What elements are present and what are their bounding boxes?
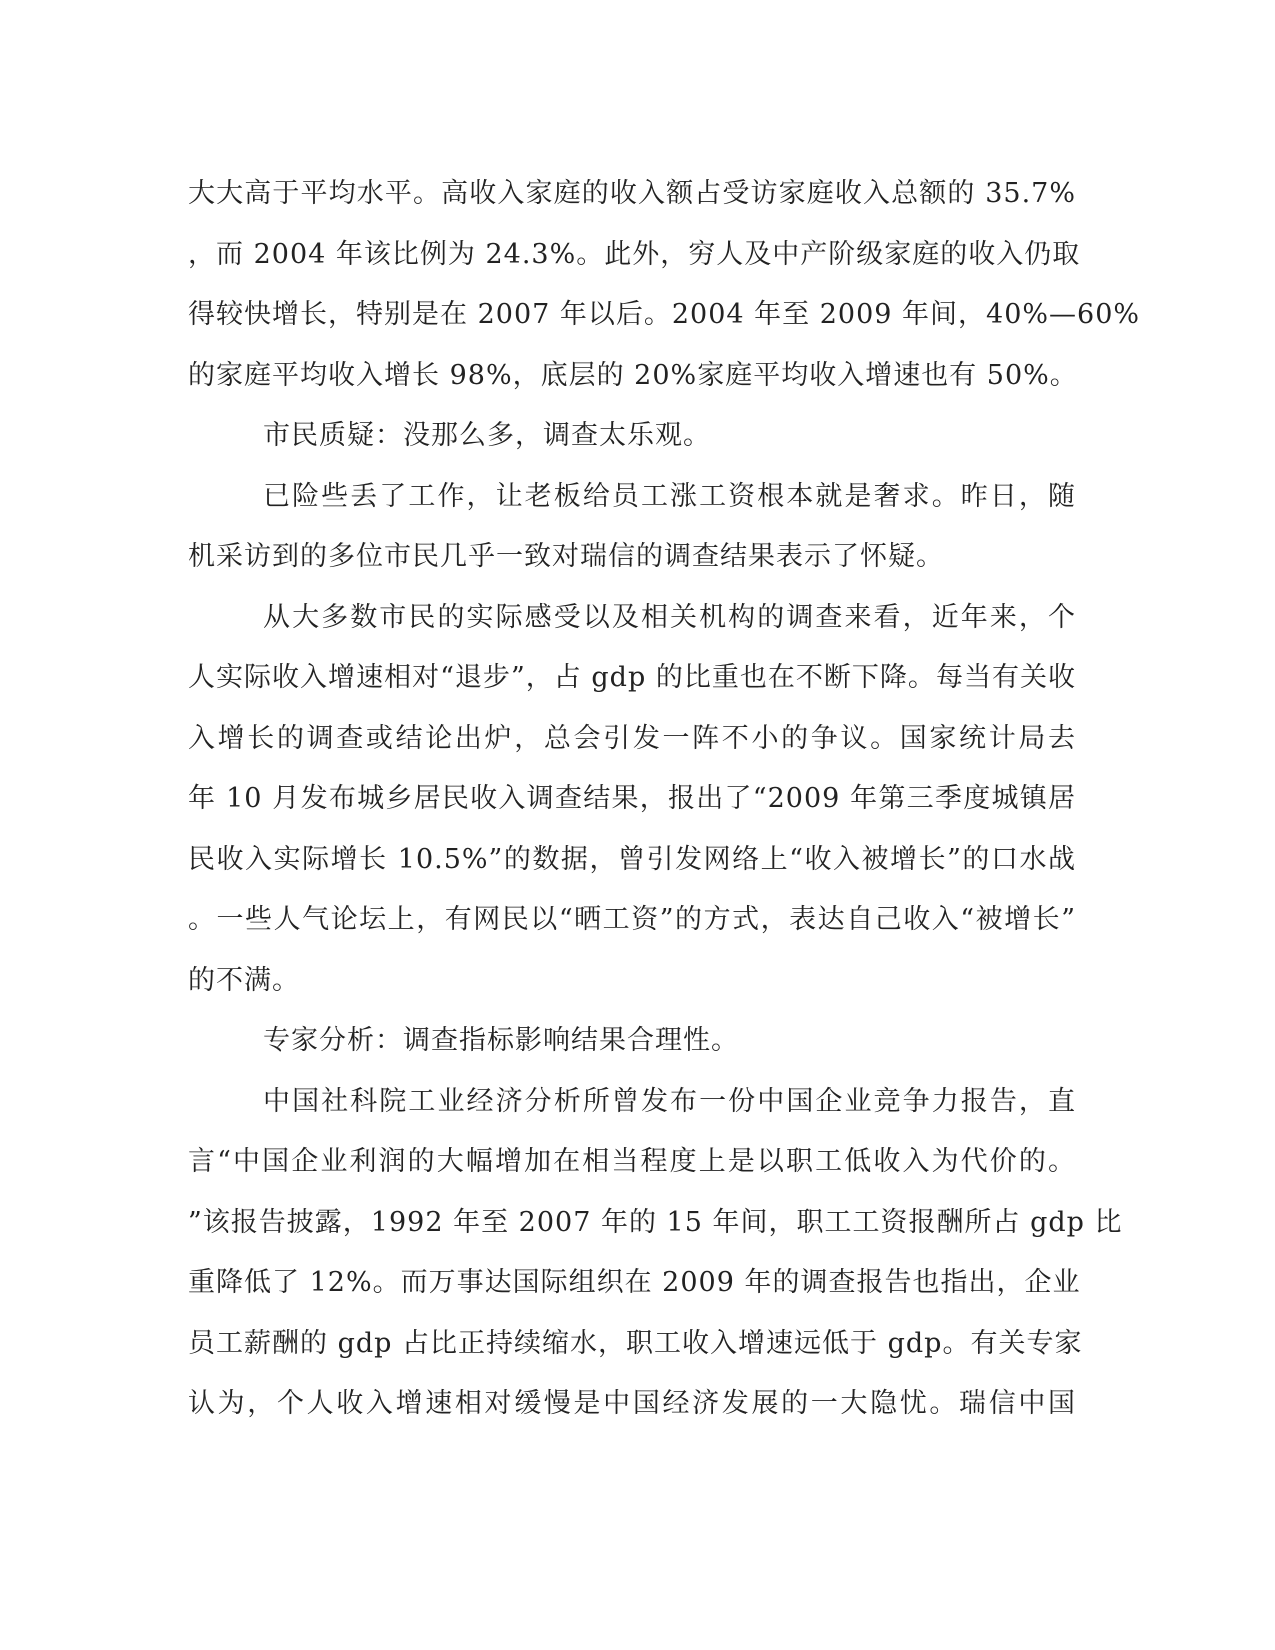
text-line: 机采访到的多位市民几乎一致对瑞信的调查结果表示了怀疑。 (188, 541, 944, 572)
section-heading: 专家分析：调查指标影响结果合理性。 (263, 1025, 739, 1056)
text-line: 的不满。 (188, 964, 300, 996)
text-line: 中国社科院工业经济分析所曾发布一份中国企业竞争力报告，直 (263, 1085, 1076, 1117)
text-line: 员工薪酬的 gdp 占比正持续缩水，职工收入增速远低于 gdp。有关专家 (188, 1327, 1083, 1359)
section-heading: 市民质疑：没那么多，调查太乐观。 (263, 420, 711, 451)
text-line: ，而 2004 年该比例为 24.3%。此外，穷人及中产阶级家庭的收入仍取 (188, 238, 1081, 270)
text-line: 。一些人气论坛上，有网民以“晒工资”的方式，表达自己收入“被增长” (188, 904, 1076, 935)
text-line: 大大高于平均水平。高收入家庭的收入额占受访家庭收入总额的 35.7% (188, 178, 1076, 209)
text-line: 年 10 月发布城乡居民收入调查结果，报出了“2009 年第三季度城镇居 (188, 783, 1076, 814)
text-line: 民收入实际增长 10.5%”的数据，曾引发网络上“收入被增长”的口水战 (188, 843, 1076, 875)
text-line: 的家庭平均收入增长 98%，底层的 20%家庭平均收入增速也有 50%。 (188, 359, 1078, 391)
text-line: 言“中国企业利润的大幅增加在相当程度上是以职工低收入为代价的。 (188, 1146, 1076, 1177)
text-line: 得较快增长，特别是在 2007 年以后。2004 年至 2009 年间，40%—60% (188, 299, 1141, 330)
text-line: 认为，个人收入增速相对缓慢是中国经济发展的一大隐忧。瑞信中国 (188, 1388, 1076, 1419)
text-line: 已险些丢了工作，让老板给员工涨工资根本就是奢求。昨日，随 (263, 480, 1076, 512)
text-line: 入增长的调查或结论出炉，总会引发一阵不小的争议。国家统计局去 (188, 722, 1076, 754)
text-line: ”该报告披露，1992 年至 2007 年的 15 年间，职工工资报酬所占 gdp 比 (188, 1206, 1123, 1238)
text-line: 人实际收入增速相对“退步”，占 gdp 的比重也在不断下降。每当有关收 (188, 662, 1076, 693)
text-line: 重降低了 12%。而万事达国际组织在 2009 年的调查报告也指出，企业 (188, 1267, 1081, 1298)
body-text (188, 164, 1141, 1435)
text-line: 从大多数市民的实际感受以及相关机构的调查来看，近年来，个 (263, 601, 1076, 633)
